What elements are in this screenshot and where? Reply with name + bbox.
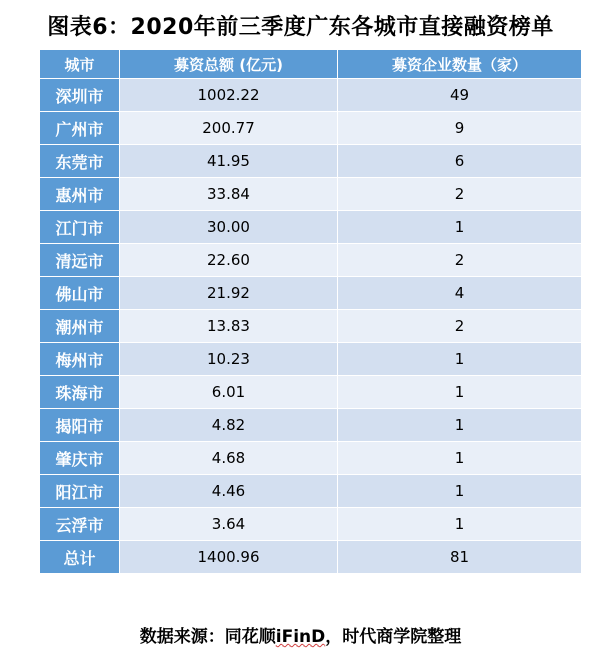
count-cell: 2 — [338, 244, 582, 277]
city-cell: 广州市 — [40, 112, 120, 145]
city-cell: 肇庆市 — [40, 442, 120, 475]
city-cell: 梅州市 — [40, 343, 120, 376]
table-row — [40, 112, 582, 145]
amount-cell: 21.92 — [120, 277, 338, 310]
amount-cell: 3.64 — [120, 508, 338, 541]
total-count-cell: 81 — [338, 541, 582, 574]
amount-cell: 30.00 — [120, 211, 338, 244]
city-cell: 揭阳市 — [40, 409, 120, 442]
table-row — [40, 343, 582, 376]
amount-cell: 10.23 — [120, 343, 338, 376]
count-cell: 1 — [338, 508, 582, 541]
count-cell: 9 — [338, 112, 582, 145]
table-row — [40, 79, 582, 112]
table-row — [40, 442, 582, 475]
amount-cell: 33.84 — [120, 178, 338, 211]
city-cell: 惠州市 — [40, 178, 120, 211]
city-cell: 清远市 — [40, 244, 120, 277]
city-cell: 深圳市 — [40, 79, 120, 112]
table-row — [40, 211, 582, 244]
city-cell: 佛山市 — [40, 277, 120, 310]
city-cell: 阳江市 — [40, 475, 120, 508]
total-amount-cell: 1400.96 — [120, 541, 338, 574]
table-row — [40, 178, 582, 211]
header-city: 城市 — [40, 50, 120, 79]
table-row — [40, 310, 582, 343]
count-cell: 2 — [338, 310, 582, 343]
source-prefix: 数据来源：同花顺 — [139, 627, 276, 647]
header-count: 募资企业数量（家） — [338, 50, 582, 79]
city-cell: 潮州市 — [40, 310, 120, 343]
table-row — [40, 244, 582, 277]
count-cell: 1 — [338, 442, 582, 475]
count-cell: 1 — [338, 343, 582, 376]
amount-cell: 200.77 — [120, 112, 338, 145]
amount-cell: 1002.22 — [120, 79, 338, 112]
table-row — [40, 508, 582, 541]
amount-cell: 4.46 — [120, 475, 338, 508]
table-row — [40, 409, 582, 442]
source-note — [0, 622, 601, 647]
table-row — [40, 475, 582, 508]
count-cell: 6 — [338, 145, 582, 178]
count-cell: 1 — [338, 211, 582, 244]
city-cell: 云浮市 — [40, 508, 120, 541]
figure-title: 图表6：2020年前三季度广东各城市直接融资榜单 — [47, 15, 554, 40]
table-header-row — [40, 50, 582, 79]
table-row — [40, 277, 582, 310]
amount-cell: 6.01 — [120, 376, 338, 409]
source-brand: iFinD — [275, 627, 326, 647]
amount-cell: 4.68 — [120, 442, 338, 475]
table-row — [40, 376, 582, 409]
amount-cell: 4.82 — [120, 409, 338, 442]
count-cell: 2 — [338, 178, 582, 211]
total-row — [40, 541, 582, 574]
total-label-cell: 总计 — [40, 541, 120, 574]
count-cell: 49 — [338, 79, 582, 112]
count-cell: 1 — [338, 409, 582, 442]
source-suffix: ，时代商学院整理 — [325, 627, 462, 647]
city-cell: 东莞市 — [40, 145, 120, 178]
city-cell: 珠海市 — [40, 376, 120, 409]
financing-ranking-table — [39, 49, 582, 574]
amount-cell: 13.83 — [120, 310, 338, 343]
amount-cell: 41.95 — [120, 145, 338, 178]
count-cell: 4 — [338, 277, 582, 310]
table-row — [40, 145, 582, 178]
city-cell: 江门市 — [40, 211, 120, 244]
count-cell: 1 — [338, 376, 582, 409]
header-amount: 募资总额 (亿元) — [120, 50, 338, 79]
amount-cell: 22.60 — [120, 244, 338, 277]
count-cell: 1 — [338, 475, 582, 508]
